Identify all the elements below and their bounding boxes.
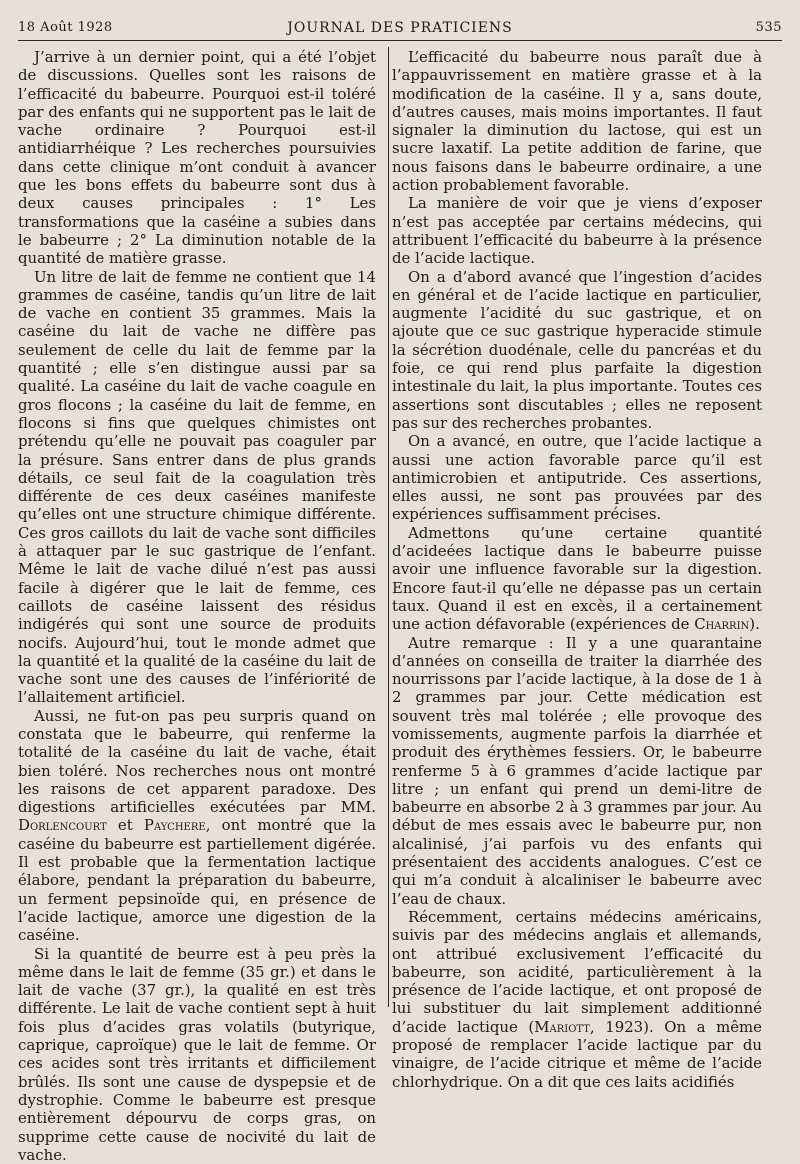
author-name: Paychere — [143, 816, 206, 835]
paragraph: On a d’abord avancé que l’ingestion d’acides en général et de l’acide lactique en particulier, augmente l’acidité du suc gastrique, et on ajoute que ce suc gastrique hyperacide stimule la sécrétion duodénale, celle du pancréas et du foie, ce qui rend plus parfaite la digestion intestinale du lait, la plus importante. Toutes ces assertions sont discutables ; elles ne reposent pas sur des recherches probantes. — [392, 267, 762, 432]
author-name: Mariott — [534, 1017, 590, 1036]
author-name: Charrin — [694, 615, 750, 634]
paragraph: Si la quantité de beurre est à peu près la même dans le lait de femme (35 gr.) et dans le lait de vache (37 gr.), la qualité en est très différente. Le lait de vache contient sept à huit fois plus d’acides gras volatils (butyrique, caprique, caproïque) que le lait de femme. Or ces acides sont très irritants et difficilement brûlés. Ils sont une cause de dyspepsie et de dystrophie. Comme le babeurre est presque entièrement dépourvu de corps gras, on supprime cette cause de nocivité du lait de vache. — [18, 944, 376, 1164]
paragraph: Un litre de lait de femme ne contient que 14 grammes de caséine, tandis qu’un litre de lait de vache en contient 35 grammes. Mais la caséine du lait de vache ne diffère pas seulement de celle du lait de femme par la quantité ; elle s’en distingue aussi par sa qualité. La caséine du lait de vache coagule en gros flocons ; la caséine du lait de femme, en flocons si fins que quelques chimistes ont prétendu qu’elle ne pouvait pas coaguler par la présure. Sans entrer dans de plus grands détails, ce seul fait de la coagulation très différente de ces deux caséines manifeste qu’elles ont une structure chimique différente. Ces gros caillots du lait de vache sont difficiles à attaquer par le suc gastrique de l’enfant. Même le lait de vache dilué n’est pas aussi facile à digérer que le lait de femme, ces caillots de caséine laissent des résidus indigérés qui sont une source de produits nocifs. Aujourd’hui, tout le monde admet que la quantité et la qualité de la caséine du lait de vache sont une des causes de l’infériorité de l’allaitement artificiel. — [18, 267, 376, 707]
page-header — [18, 20, 782, 40]
paragraph: On a avancé, en outre, que l’acide lactique a aussi une action favorable parce qu’il est antimicrobien et antiputride. Ces assertions, elles aussi, ne sont pas prouvées par des expériences suffisamment précises. — [392, 432, 762, 524]
paragraph-text: Récemment, certains médecins américains, suivis par des médecins anglais et allemands, ont attribué exclusivement l’efficacité du babeurre, son acidité, particulièrement à la présence de l’acide lactique, et ont proposé de lui substituer du lait simplement additionné d’acide lactique ( — [392, 907, 762, 1036]
paragraph-text: Aussi, ne fut-on pas peu surpris quand on constata que le babeurre, qui renferme la totalité de la caséine du lait de vache, était bien toléré. Nos recherches nous ont montré les raisons de cet apparent paradoxe. Des digestions artificielles exécutées par MM. — [18, 706, 376, 817]
paragraph-text: , ont montré que la caséine du babeurre est partiellement digérée. Il est probable que la fermentation lactique élabore, pendant la préparation du babeurre, un ferment pepsinoïde qui, en présence de l’acide lactique, amorce une digestion de la caséine. — [18, 816, 377, 945]
paragraph-text: ). — [749, 615, 760, 634]
right-column — [392, 48, 762, 1091]
column-divider — [388, 47, 389, 1007]
paragraph: Autre remarque : Il y a une quarantaine d’années on conseilla de traiter la diarrhée des nourrissons par l’acide lactique, à la dose de 1 à 2 grammes par jour. Cette médication est souvent très mal tolérée ; elle provoque des vomissements, augmente parfois la diarrhée et produit des érythèmes fessiers. Or, le babeurre renferme 5 à 6 grammes d’acide lactique par litre ; un enfant qui prend un demi-litre de babeurre en absorbe 2 à 3 grammes par jour. Au début de mes essais avec le babeurre pur, non alcalinisé, j’ai parfois vu des enfants qui présentaient des accidents analogues. C’est ce qui m’a conduit à alcaliniser le babeurre avec l’eau de chaux. — [392, 633, 762, 908]
page-number: 535 — [755, 20, 782, 35]
author-name: Dorlencourt — [18, 816, 107, 835]
left-column — [18, 48, 376, 1164]
paragraph — [18, 707, 376, 945]
paragraph — [392, 524, 762, 634]
header-rule — [18, 40, 782, 41]
paragraph: L’efficacité du babeurre nous paraît due à l’appauvrissement en matière grasse et à la modification de la caséine. Il y a, sans doute, d’autres causes, mais moins importantes. Il faut signaler la diminution du lactose, qui est un sucre laxatif. La petite addition de farine, que nous faisons dans le babeurre ordinaire, a une action probablement favorable. — [392, 48, 762, 195]
paragraph: J’arrive à un dernier point, qui a été l’objet de discussions. Quelles sont les raisons de l’efficacité du babeurre. Pourquoi est-il toléré par des enfants qui ne supportent pas le lait de vache ordinaire ? Pourquoi est-il antidiarrhéique ? Les recherches poursuivies dans cette clinique m’ont conduit à avancer que les bons effets du babeurre sont dus à deux causes principales : 1° Les transformations que la caséine a subies dans le babeurre ; 2° La diminution notable de la quantité de matière grasse. — [18, 48, 376, 268]
journal-title: JOURNAL DES PRATICIENS — [287, 20, 513, 36]
paragraph-text: et — [106, 816, 144, 835]
paragraph — [392, 908, 762, 1091]
paragraph: La manière de voir que je viens d’exposer n’est pas acceptée par certains médecins, qui attribuent l’efficacité du babeurre à la présence de l’acide lactique. — [392, 194, 762, 268]
issue-date: 18 Août 1928 — [18, 20, 113, 35]
paragraph-text: , 1923). On a même proposé de remplacer l’acide lactique par du vinaigre, de l’acide citrique et même de l’acide chlorhydrique. On a dit que ces laits acidifiés — [392, 1017, 762, 1091]
paragraph-text: Admettons qu’une certaine quantité d’acideées lactique dans le babeurre puisse avoir une influence favorable sur la digestion. Encore faut-il qu’elle ne dépasse pas un certain taux. Quand il est en excès, il a certainement une action défavorable (expériences de — [392, 523, 762, 634]
